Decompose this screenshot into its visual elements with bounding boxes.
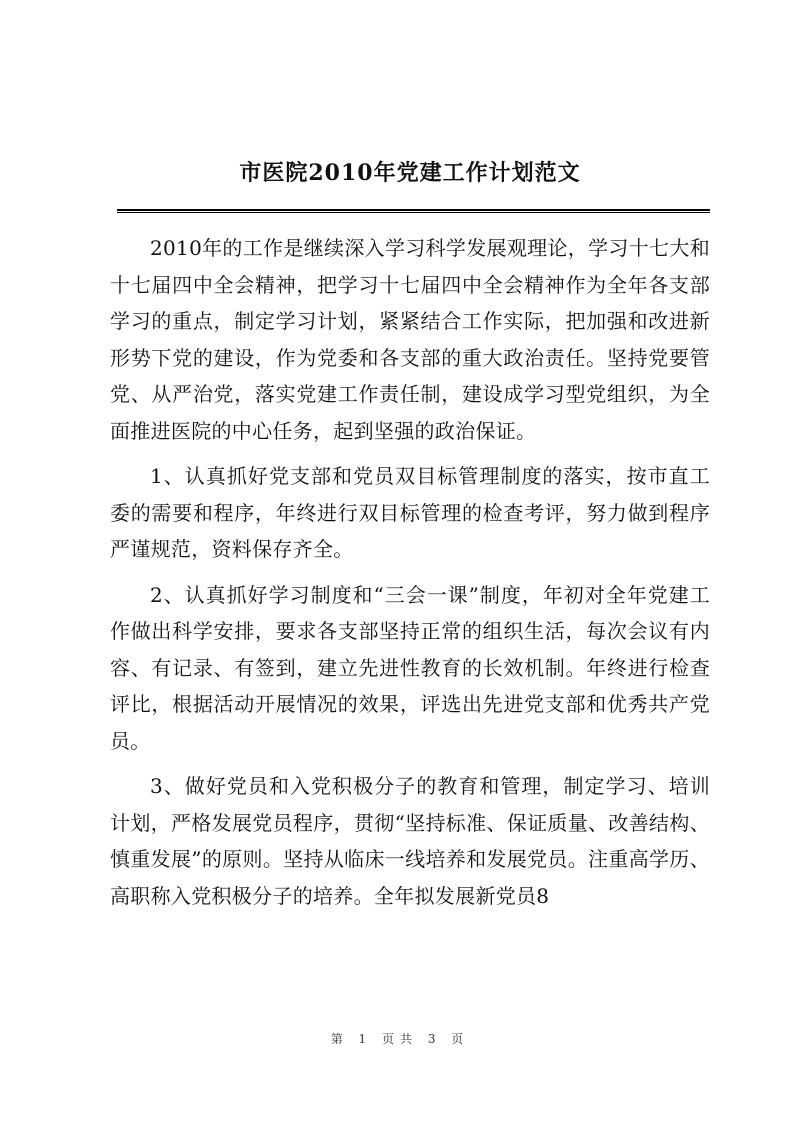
paragraph-item-3: 3、做好党员和入党积极分子的教育和管理，制定学习、培训计划，严格发展党员程序，贯彻“坚持标准、保证质量、改善结构、慎重发展”的原则。坚持从临床一线培养和发展党员。注重高学历、高职称入党积极分子的培养。全年拟发展新党员8 [110,774,710,908]
paragraph-item-1: 1、认真抓好党支部和党员双目标管理制度的落实，按市直工委的需要和程序，年终进行双目标管理的检查考评，努力做到程序严谨规范，资料保存齐全。 [110,464,710,561]
page-title: 市医院2010年党建工作计划范文 [239,160,581,186]
document-body [110,230,710,914]
paragraph-item-2: 2、认真抓好学习制度和“三会一课”制度，年初对全年党建工作做出科学安排，要求各支部坚持正常的组织生活，每次会议有内容、有记录、有签到，建立先进性教育的长效机制。年终进行检查评比，根据活动开展情况的效果，评选出先进党支部和优秀共产党员。 [110,582,710,753]
title-divider [117,209,710,213]
paragraph-intro: 2010年的工作是继续深入学习科学发展观理论，学习十七大和十七届四中全会精神，把学习十七届四中全会精神作为全年各支部学习的重点，制定学习计划，紧紧结合工作实际，把加强和改进新形势下党的建设，作为党委和各支部的重大政治责任。坚持党要管党、从严治党，落实党建工作责任制，建设成学习型党组织，为全面推进医院的中心任务，起到坚强的政治保证。 [110,236,710,443]
page-number-footer: 第 1 页共 3 页 [330,1032,470,1046]
